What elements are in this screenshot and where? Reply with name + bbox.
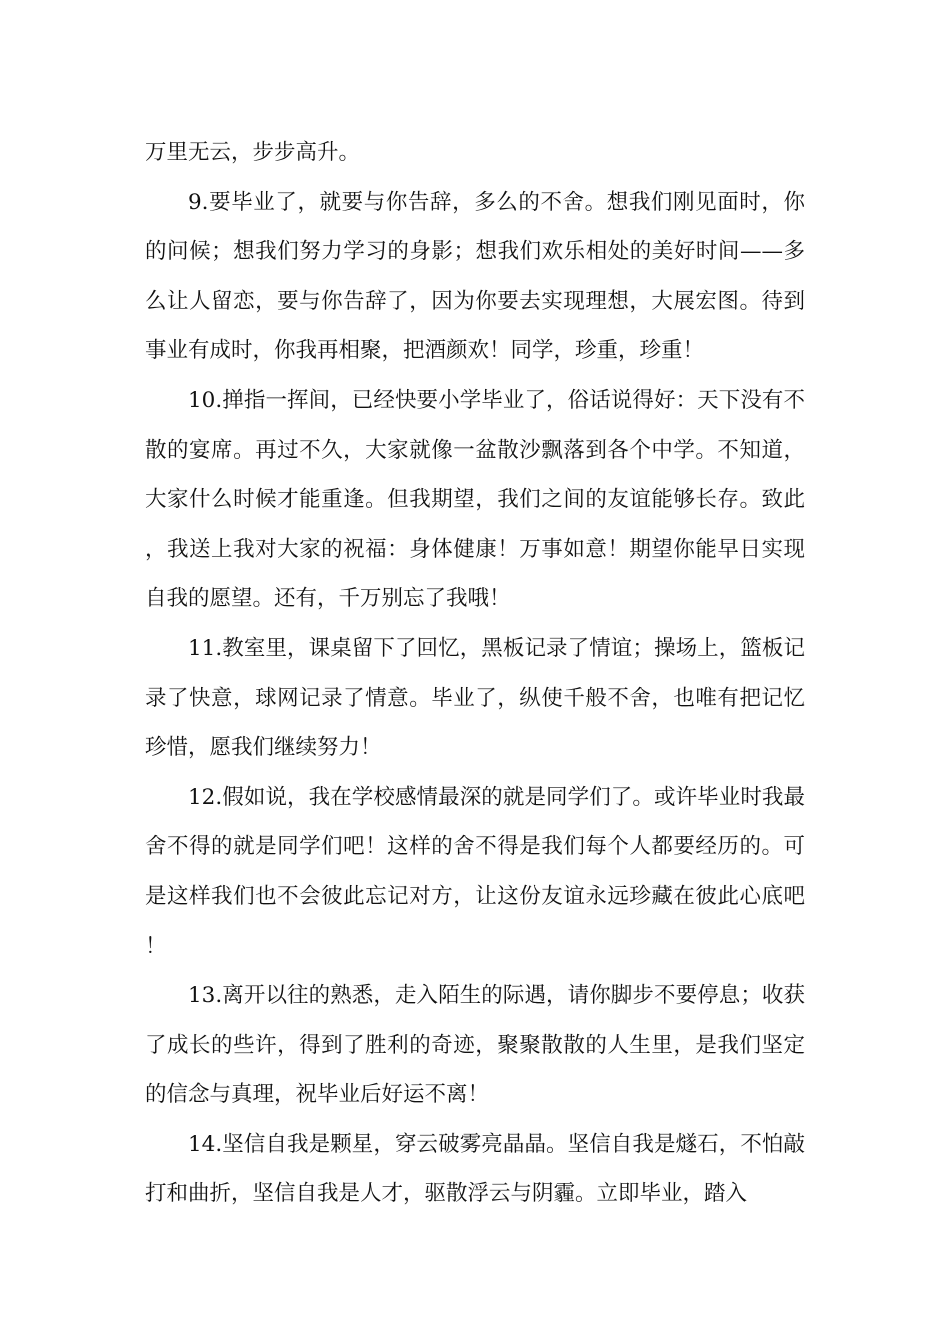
paragraph-item-13: 13.离开以往的熟悉，走入陌生的际遇，请你脚步不要停息；收获了成长的些许，得到了胜利的奇迹，聚聚散散的人生里，是我们坚定的信念与真理，祝毕业后好运不离！ [145,983,805,1108]
paragraph-continuation: 万里无云，步步高升。 [145,140,361,165]
paragraph-item-9: 9.要毕业了，就要与你告辞，多么的不舍。想我们刚见面时，你的问候；想我们努力学习的身影；想我们欢乐相处的美好时间——多么让人留恋，要与你告辞了，因为你要去实现理想，大展宏图。待到事业有成时，你我再相聚，把酒颜欢！同学，珍重，珍重！ [145,189,805,364]
paragraph-item-11: 11.教室里，课桌留下了回忆，黑板记录了情谊；操场上，篮板记录了快意，球网记录了情意。毕业了，纵使千般不舍，也唯有把记忆珍惜，愿我们继续努力！ [145,635,805,761]
paragraph-item-10: 10.掸指一挥间，已经快要小学毕业了，俗话说得好：天下没有不散的宴席。再过不久，大家就像一盆散沙飘落到各个中学。不知道，大家什么时候才能重逢。但我期望，我们之间的友谊能够长存。致此，我送上我对大家的祝福：身体健康！万事如意！期望你能早日实现自我的愿望。还有，千万别忘了我哦！ [145,387,805,612]
document-body [145,128,805,1219]
paragraph-item-14: 14.坚信自我是颗星，穿云破雾亮晶晶。坚信自我是燧石，不怕敲打和曲折，坚信自我是人才，驱散浮云与阴霾。立即毕业，踏入 [145,1131,805,1207]
paragraph-item-12: 12.假如说，我在学校感情最深的就是同学们了。或许毕业时我最舍不得的就是同学们吧！这样的舍不得是我们每个人都要经历的。可是这样我们也不会彼此忘记对方，让这份友谊永远珍藏在彼此心底吧！ [145,784,805,959]
